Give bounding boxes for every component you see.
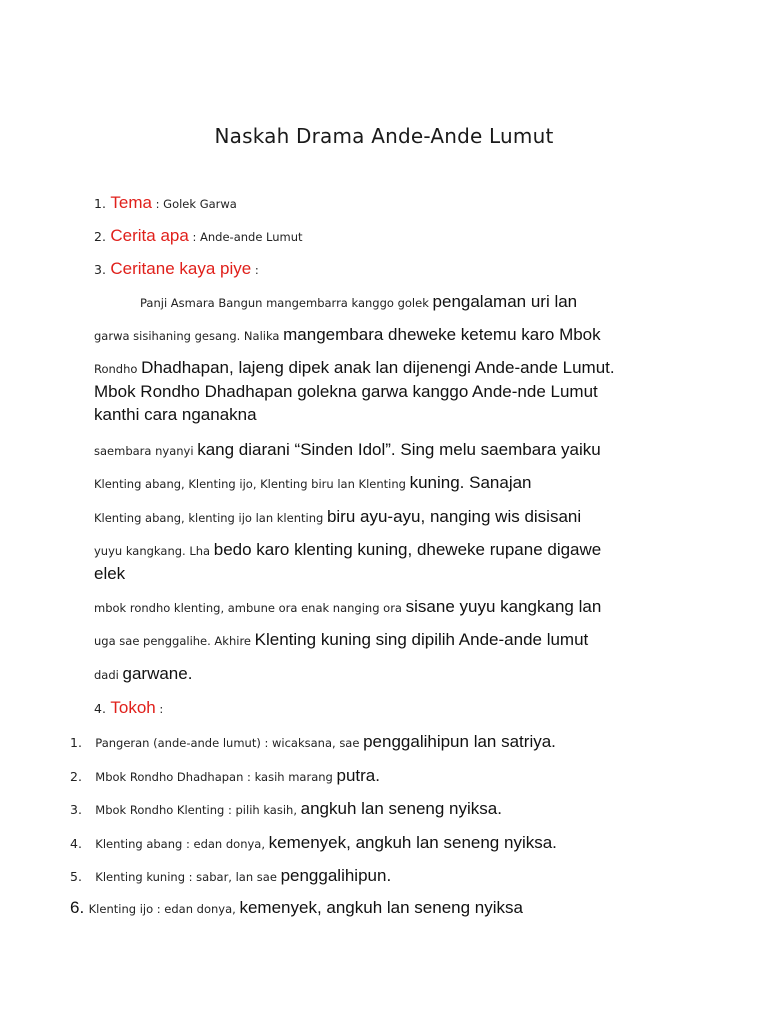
character-number: 3. [70, 802, 82, 817]
story-small-text: uga sae penggalihe. Akhire [94, 634, 255, 648]
story-large-text: Mbok Rondho Dhadhapan golekna garwa kanggo Ande-nde Lumut [94, 382, 598, 401]
section-label: Tema [110, 193, 152, 212]
story-small-text: saembara nyanyi [94, 444, 198, 458]
section-cerita-apa [94, 226, 303, 246]
section-tema [94, 193, 237, 213]
story-small-text: garwa sisihaning gesang. Nalika [94, 329, 284, 343]
character-number: 4. [70, 836, 82, 851]
section-separator: : [188, 230, 201, 244]
character-item [70, 866, 391, 886]
story-small-text: dadi [94, 668, 123, 682]
character-trait: angkuh lan seneng nyiksa. [300, 799, 502, 818]
section-separator: : [251, 263, 259, 277]
story-large-text: elek [94, 564, 126, 583]
story-line [94, 325, 601, 345]
story-large-text: Dhadhapan, lajeng dipek anak lan dijenengi Ande-ande Lumut. [141, 358, 615, 377]
story-line [140, 292, 577, 312]
story-large-text: pengalaman uri lan [432, 292, 578, 311]
character-number: 2. [70, 769, 82, 784]
story-large-text: kanthi cara nganakna [94, 405, 257, 424]
story-large-text: garwane. [122, 664, 193, 683]
character-trait: penggalihipun. [280, 866, 392, 885]
character-trait: kemenyek, angkuh lan seneng nyiksa. [268, 833, 557, 852]
section-value: Ande-ande Lumut [200, 230, 303, 244]
story-line [94, 405, 257, 425]
character-number: 1. [70, 735, 82, 750]
story-large-text: biru ayu-ayu, nanging wis disisani [326, 507, 582, 526]
character-number: 6. [70, 898, 85, 917]
story-large-text: Klenting kuning sing dipilih Ande-ande lumut [254, 630, 589, 649]
story-large-text: bedo karo klenting kuning, dheweke rupane digawe [213, 540, 602, 559]
section-label: Ceritane kaya piye [110, 259, 252, 278]
character-description: Mbok Rondho Klenting : pilih kasih, [95, 803, 301, 817]
section-number: 2. [94, 229, 106, 244]
section-separator: : [155, 702, 164, 716]
story-large-text: kang diarani “Sinden Idol”. Sing melu saembara yaiku [197, 440, 601, 459]
character-description: Klenting abang : edan donya, [95, 837, 269, 851]
character-number: 5. [70, 869, 82, 884]
story-line [94, 597, 601, 617]
section-label: Tokoh [110, 698, 156, 717]
section-label: Cerita apa [110, 226, 189, 245]
story-small-text: Klenting abang, klenting ijo lan klenting [94, 511, 327, 525]
character-item [70, 833, 557, 853]
section-value: Golek Garwa [163, 197, 237, 211]
story-line [94, 664, 192, 684]
story-line [94, 630, 588, 650]
section-tokoh [94, 698, 163, 718]
page-title: Naskah Drama Ande-Ande Lumut [214, 124, 554, 148]
story-line [94, 507, 581, 527]
story-line [94, 564, 125, 584]
story-small-text: Rondho [94, 362, 142, 376]
character-item [70, 766, 380, 786]
story-line [94, 540, 601, 560]
character-item [70, 732, 556, 752]
story-large-text: sisane yuyu kangkang lan [405, 597, 602, 616]
story-large-text: kuning. Sanajan [409, 473, 532, 492]
story-line [94, 358, 615, 378]
story-line [94, 473, 532, 493]
section-separator: : [151, 197, 164, 211]
character-description: Klenting ijo : edan donya, [88, 902, 240, 916]
character-trait: putra. [336, 766, 380, 785]
story-large-text: mangembara dheweke ketemu karo Mbok [283, 325, 601, 344]
character-description: Mbok Rondho Dhadhapan : kasih marang [95, 770, 337, 784]
story-line [94, 440, 601, 460]
character-trait: kemenyek, angkuh lan seneng nyiksa [239, 898, 523, 917]
story-small-text: mbok rondho klenting, ambune ora enak nanging ora [94, 601, 406, 615]
character-trait: penggalihipun lan satriya. [363, 732, 556, 751]
character-description: Klenting kuning : sabar, lan sae [95, 870, 281, 884]
story-small-text: yuyu kangkang. Lha [94, 544, 214, 558]
section-number: 3. [94, 262, 106, 277]
character-item [70, 898, 523, 918]
section-ceritane [94, 259, 259, 279]
section-number: 1. [94, 196, 106, 211]
character-item [70, 799, 502, 819]
story-line [94, 382, 598, 402]
character-description: Pangeran (ande-ande lumut) : wicaksana, sae [95, 736, 364, 750]
story-small-text: Klenting abang, Klenting ijo, Klenting biru lan Klenting [94, 477, 410, 491]
section-number: 4. [94, 701, 106, 716]
story-small-text: Panji Asmara Bangun mangembarra kanggo golek [140, 296, 433, 310]
